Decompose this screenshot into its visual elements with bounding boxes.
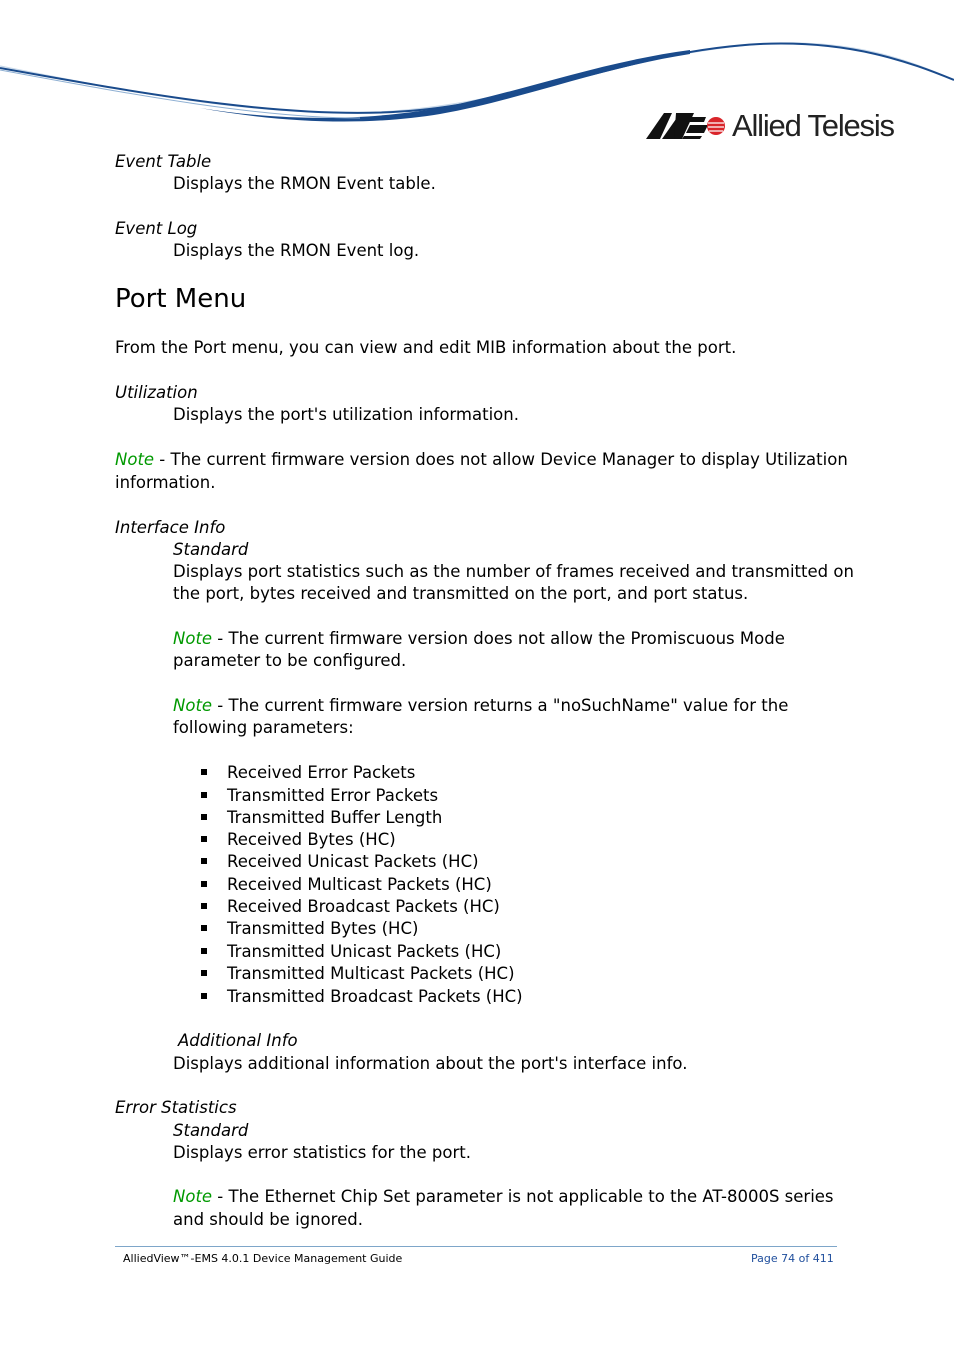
additional-info-title: Additional Info bbox=[178, 1031, 298, 1050]
error-statistics-standard: Standard bbox=[173, 1121, 249, 1140]
logo-mark-icon bbox=[646, 111, 726, 141]
interface-info-note-2 bbox=[173, 695, 788, 717]
utilization-desc: Displays the port's utilization information. bbox=[173, 405, 519, 424]
additional-info-desc: Displays additional information about the port's interface info. bbox=[173, 1054, 688, 1073]
port-menu-intro: From the Port menu, you can view and edit MIB information about the port. bbox=[115, 338, 737, 357]
interface-info-desc-2: the port, bytes received and transmitted on the port, and port status. bbox=[173, 584, 749, 603]
interface-info-note-1-cont: parameter to be configured. bbox=[173, 651, 407, 670]
interface-info-standard: Standard bbox=[173, 540, 249, 559]
bullet-icon bbox=[201, 970, 207, 976]
note-label: Note bbox=[115, 450, 155, 469]
list-item: Transmitted Buffer Length bbox=[201, 807, 442, 829]
list-item: Transmitted Bytes (HC) bbox=[201, 918, 418, 940]
logo-text: Allied Telesis bbox=[732, 108, 894, 143]
interface-info-note-1 bbox=[173, 628, 785, 650]
interface-info-desc-1: Displays port statistics such as the number of frames received and transmitted on bbox=[173, 562, 854, 581]
list-item: Transmitted Multicast Packets (HC) bbox=[201, 963, 515, 985]
utilization-title: Utilization bbox=[115, 383, 198, 402]
interface-info-title: Interface Info bbox=[115, 518, 226, 537]
bullet-icon bbox=[201, 993, 207, 999]
list-item: Received Error Packets bbox=[201, 762, 415, 784]
note-label: Note bbox=[173, 1187, 213, 1206]
utilization-note bbox=[115, 449, 848, 471]
footer-page-number: Page 74 of 411 bbox=[751, 1252, 834, 1265]
page-heading: Port Menu bbox=[115, 284, 247, 314]
event-log-desc: Displays the RMON Event log. bbox=[173, 241, 420, 260]
error-statistics-note bbox=[173, 1186, 834, 1208]
note-text: - The current firmware version does not allow the Promiscuous Mode bbox=[212, 629, 785, 648]
error-statistics-desc: Displays error statistics for the port. bbox=[173, 1143, 471, 1162]
bullet-icon bbox=[201, 769, 207, 775]
bullet-icon bbox=[201, 948, 207, 954]
note-label: Note bbox=[173, 629, 213, 648]
event-table-title: Event Table bbox=[115, 152, 212, 171]
footer-divider bbox=[115, 1246, 837, 1247]
event-table-desc: Displays the RMON Event table. bbox=[173, 174, 436, 193]
list-item: Received Multicast Packets (HC) bbox=[201, 874, 492, 896]
list-item: Received Bytes (HC) bbox=[201, 829, 396, 851]
bullet-icon bbox=[201, 814, 207, 820]
allied-telesis-logo bbox=[646, 108, 894, 144]
bullet-icon bbox=[201, 836, 207, 842]
list-item: Received Unicast Packets (HC) bbox=[201, 851, 479, 873]
bullet-icon bbox=[201, 858, 207, 864]
list-item: Transmitted Broadcast Packets (HC) bbox=[201, 986, 523, 1008]
error-statistics-note-cont: and should be ignored. bbox=[173, 1210, 363, 1229]
bullet-icon bbox=[201, 903, 207, 909]
bullet-icon bbox=[201, 881, 207, 887]
list-item: Received Broadcast Packets (HC) bbox=[201, 896, 500, 918]
note-text: - The current firmware version returns a "noSuchName" value for the bbox=[212, 696, 789, 715]
footer-document-title: AlliedView™-EMS 4.0.1 Device Management Guide bbox=[123, 1252, 403, 1265]
note-text: - The Ethernet Chip Set parameter is not applicable to the AT-8000S series bbox=[212, 1187, 834, 1206]
error-statistics-title: Error Statistics bbox=[115, 1098, 237, 1117]
event-log-title: Event Log bbox=[115, 219, 198, 238]
interface-info-note-2-cont: following parameters: bbox=[173, 718, 354, 737]
bullet-icon bbox=[201, 925, 207, 931]
list-item: Transmitted Error Packets bbox=[201, 785, 438, 807]
note-label: Note bbox=[173, 696, 213, 715]
list-item: Transmitted Unicast Packets (HC) bbox=[201, 941, 501, 963]
bullet-icon bbox=[201, 792, 207, 798]
note-text: - The current firmware version does not allow Device Manager to display Utilization bbox=[154, 450, 848, 469]
utilization-note-cont: information. bbox=[115, 473, 216, 492]
